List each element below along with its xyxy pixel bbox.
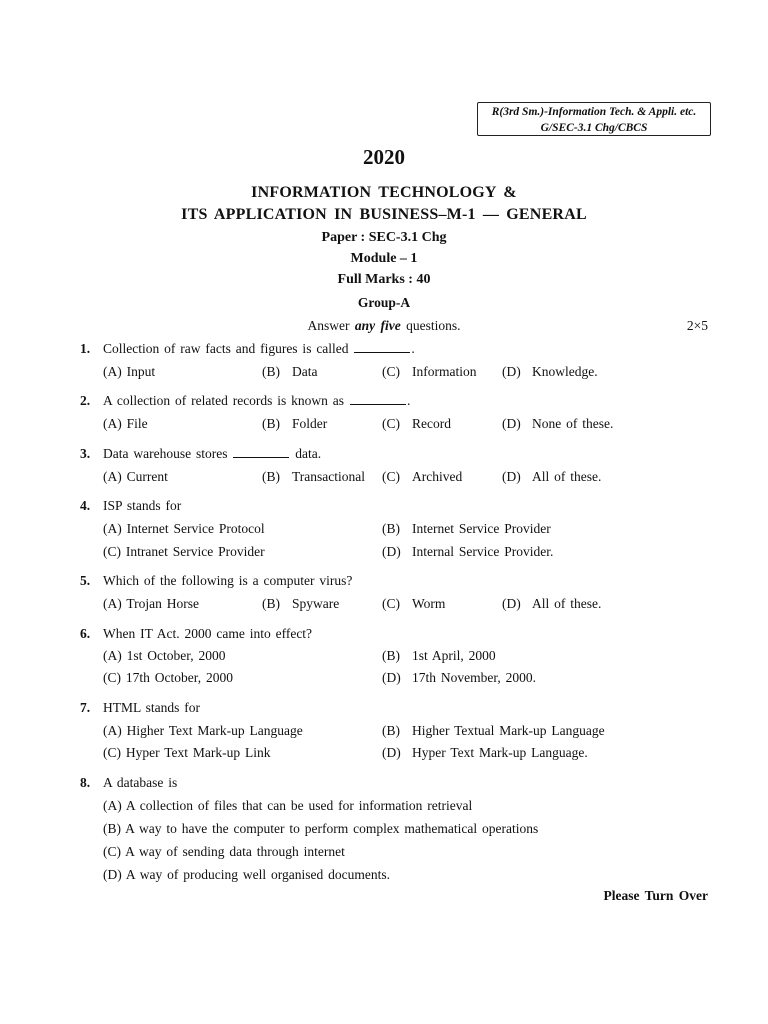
option-text: A way of sending data through internet: [125, 844, 345, 859]
option-c: [382, 416, 451, 432]
option-label: (B): [262, 469, 280, 484]
option-text: Transactional: [292, 469, 365, 484]
answer-blank: [354, 341, 410, 353]
option-d: [502, 596, 601, 612]
question-number: 4.: [80, 498, 91, 513]
paper-code-line-2: G/SEC-3.1 Chg/CBCS: [540, 122, 648, 134]
option-text: Spyware: [292, 596, 340, 611]
option-label: (B): [382, 521, 400, 536]
option-label: (B): [262, 416, 280, 431]
option-text: Higher Text Mark-up Language: [126, 723, 303, 738]
question-text-after: .: [406, 393, 411, 408]
option-text: Hyper Text Mark-up Link: [125, 745, 271, 760]
option-c: [103, 844, 345, 860]
option-label: (C): [382, 364, 400, 379]
paper-code: Paper : SEC-3.1 Chg: [321, 230, 447, 245]
option-d: [382, 670, 536, 686]
option-label: (B): [103, 821, 121, 836]
option-label: (D): [502, 469, 521, 484]
option-text: Internet Service Provider: [412, 521, 551, 536]
question-number: 6.: [80, 626, 91, 641]
group-heading: Group-A: [357, 295, 411, 310]
instruction-post: questions.: [406, 318, 461, 333]
option-b: [262, 469, 365, 485]
module-label: Module – 1: [350, 251, 418, 266]
subject-title-line-2: ITS APPLICATION IN BUSINESS–M-1 — GENERAL: [181, 206, 587, 223]
option-label: (D): [382, 745, 401, 760]
instruction-pre: Answer: [307, 318, 350, 333]
full-marks: Full Marks : 40: [337, 272, 431, 287]
option-label: (B): [262, 364, 280, 379]
option-label: (D): [502, 596, 521, 611]
option-text: All of these.: [532, 596, 602, 611]
option-text: 1st April, 2000: [412, 648, 496, 663]
question-number: 3.: [80, 446, 91, 461]
option-text: Input: [126, 364, 156, 379]
option-label: (A): [103, 596, 122, 611]
option-label: (C): [103, 745, 121, 760]
option-b: [262, 364, 317, 380]
question-number: 8.: [80, 775, 91, 790]
option-label: (B): [262, 596, 280, 611]
option-text: All of these.: [532, 469, 602, 484]
option-text: Internal Service Provider.: [412, 544, 554, 559]
option-c: [103, 745, 271, 761]
option-text: Data: [292, 364, 318, 379]
question-text: Which of the following is a computer virus?: [103, 573, 353, 588]
option-c: [382, 596, 445, 612]
question-text: HTML stands for: [103, 700, 200, 715]
question-text-before: Data warehouse stores: [103, 446, 228, 461]
option-b: [382, 723, 605, 739]
option-text: Intranet Service Provider: [125, 544, 265, 559]
option-text: Archived: [412, 469, 463, 484]
question-text-before: A collection of related records is known as: [103, 393, 345, 408]
exam-year: 2020: [363, 145, 405, 169]
question-number: 2.: [80, 393, 91, 408]
option-text: Record: [412, 416, 451, 431]
option-label: (C): [382, 416, 400, 431]
option-text: A way of producing well organised documents.: [125, 867, 390, 882]
option-label: (A): [103, 364, 122, 379]
option-a: [103, 596, 199, 612]
option-d: [382, 745, 588, 761]
option-text: Folder: [292, 416, 328, 431]
option-label: (A): [103, 521, 122, 536]
question-text: When IT Act. 2000 came into effect?: [103, 626, 313, 641]
paper-code-box: [477, 102, 711, 136]
option-text: None of these.: [532, 416, 614, 431]
option-label: (C): [103, 844, 121, 859]
question-number: 7.: [80, 700, 91, 715]
please-turn-over: Please Turn Over: [603, 888, 708, 903]
question-number: 5.: [80, 573, 91, 588]
option-text: Worm: [412, 596, 446, 611]
option-label: (A): [103, 648, 122, 663]
option-b: [262, 416, 327, 432]
option-a: [103, 648, 225, 664]
option-text: Trojan Horse: [126, 596, 200, 611]
question-text: A database is: [103, 775, 178, 790]
option-text: Information: [412, 364, 477, 379]
option-text: 17th October, 2000: [125, 670, 233, 685]
option-text: Higher Textual Mark-up Language: [412, 723, 605, 738]
subject-title-line-1: INFORMATION TECHNOLOGY &: [251, 184, 517, 201]
option-b: [262, 596, 339, 612]
option-text: 17th November, 2000.: [412, 670, 536, 685]
option-text: A way to have the computer to perform complex mathematical operations: [125, 821, 539, 836]
option-label: (C): [382, 469, 400, 484]
option-label: (A): [103, 798, 122, 813]
option-a: [103, 798, 472, 814]
option-text: Knowledge.: [532, 364, 598, 379]
option-d: [103, 867, 390, 883]
option-a: [103, 521, 265, 537]
option-label: (A): [103, 723, 122, 738]
option-d: [502, 416, 613, 432]
instruction: [0, 318, 768, 334]
option-a: [103, 723, 303, 739]
option-text: A collection of files that can be used for information retrieval: [125, 798, 473, 813]
option-label: (B): [382, 723, 400, 738]
question-number: 1.: [80, 341, 91, 356]
question-text: [103, 341, 415, 357]
question-text-before: Collection of raw facts and figures is called: [103, 341, 349, 356]
option-text: 1st October, 2000: [126, 648, 226, 663]
option-a: [103, 416, 148, 432]
option-b: [103, 821, 538, 837]
question-text: [103, 446, 321, 462]
option-c: [103, 670, 233, 686]
option-c: [103, 544, 265, 560]
option-label: (C): [103, 670, 121, 685]
option-b: [382, 648, 496, 664]
option-label: (C): [103, 544, 121, 559]
option-d: [382, 544, 553, 560]
option-b: [382, 521, 551, 537]
option-label: (D): [103, 867, 122, 882]
option-label: (D): [502, 416, 521, 431]
marks-scheme: 2×5: [686, 318, 708, 333]
question-text-after: .: [411, 341, 415, 356]
option-label: (C): [382, 596, 400, 611]
answer-blank: [350, 393, 406, 405]
answer-blank: [233, 446, 289, 458]
option-c: [382, 469, 462, 485]
option-label: (D): [502, 364, 521, 379]
option-a: [103, 469, 168, 485]
option-text: Current: [126, 469, 168, 484]
paper-code-line-1: R(3rd Sm.)-Information Tech. & Appli. etc.: [491, 106, 697, 118]
option-label: (D): [382, 544, 401, 559]
instruction-emphasis: any five: [354, 318, 401, 333]
option-label: (A): [103, 469, 122, 484]
option-label: (B): [382, 648, 400, 663]
option-c: [382, 364, 476, 380]
option-a: [103, 364, 155, 380]
option-text: Internet Service Protocol: [126, 521, 265, 536]
option-d: [502, 364, 598, 380]
option-label: (A): [103, 416, 122, 431]
option-label: (D): [382, 670, 401, 685]
option-d: [502, 469, 601, 485]
question-text-after: data.: [295, 446, 322, 461]
option-text: File: [126, 416, 148, 431]
question-text: ISP stands for: [103, 498, 182, 513]
option-text: Hyper Text Mark-up Language.: [412, 745, 588, 760]
question-text: [103, 393, 410, 409]
